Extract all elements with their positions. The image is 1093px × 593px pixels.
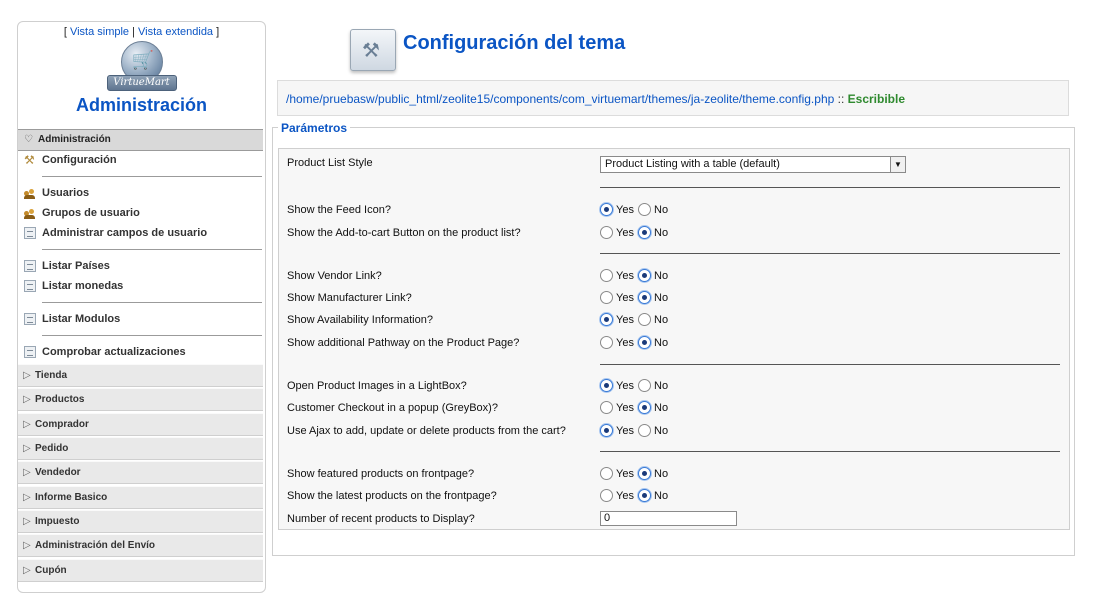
radio-yes-label: Yes <box>616 425 634 437</box>
chevron-right-icon: ▷ <box>23 565 31 576</box>
radio-no-label: No <box>654 292 669 304</box>
param-label: Customer Checkout in a popup (GreyBox)? <box>287 402 498 414</box>
document-icon <box>24 313 36 325</box>
writable-status: Escribible <box>847 92 906 106</box>
sidebar-item-configuracion[interactable] <box>18 151 263 169</box>
sidebar-item-label: Grupos de usuario <box>42 207 140 219</box>
radio-no[interactable] <box>638 467 651 480</box>
radio-no[interactable] <box>638 269 651 282</box>
chevron-right-icon: ▷ <box>23 443 31 454</box>
radio-yes-label: Yes <box>616 490 634 502</box>
radio-yes-label: Yes <box>616 270 634 282</box>
radio-no-label: No <box>654 270 669 282</box>
file-path-text: /home/pruebasw/public_html/zeolite15/components/com_virtuemart/themes/ja-zeolite/theme.config.php <box>286 92 835 106</box>
param-label: Show the latest products on the frontpage? <box>287 490 497 502</box>
fieldset-legend: Parámetros <box>278 121 350 135</box>
section-label: Vendedor <box>35 467 81 478</box>
sidebar <box>17 21 266 593</box>
document-icon <box>24 346 36 358</box>
section-comprador[interactable] <box>18 413 263 436</box>
file-path <box>286 92 905 106</box>
cart-icon: 🛒 <box>131 50 154 71</box>
virtuemart-logo <box>107 41 177 97</box>
section-label: Pedido <box>35 443 69 454</box>
chevron-right-icon: ▷ <box>23 394 31 405</box>
param-label: Show additional Pathway on the Product Page? <box>287 337 520 349</box>
product-list-style-select[interactable] <box>600 156 906 173</box>
radio-yes[interactable] <box>600 401 613 414</box>
page-title: Configuración del tema <box>403 32 626 54</box>
radio-no[interactable] <box>638 379 651 392</box>
logo-text: VirtueMart <box>107 75 177 91</box>
radio-yes-label: Yes <box>616 314 634 326</box>
path-separator: :: <box>837 92 845 106</box>
radio-no[interactable] <box>638 489 651 502</box>
section-pedido[interactable] <box>18 437 263 460</box>
section-administracion-envio[interactable] <box>18 534 263 557</box>
section-label: Administración del Envío <box>35 540 156 551</box>
section-impuesto[interactable] <box>18 510 263 533</box>
divider <box>600 364 1060 365</box>
section-cupon[interactable] <box>18 559 263 582</box>
recent-products-input[interactable]: 0 <box>600 511 737 526</box>
radio-yes-label: Yes <box>616 204 634 216</box>
sidebar-item-grupos-de-usuario[interactable] <box>18 204 263 222</box>
radio-yes[interactable] <box>600 336 613 349</box>
view-simple-link[interactable]: Vista simple <box>69 26 130 38</box>
document-icon <box>24 227 36 239</box>
chevron-right-icon: ▷ <box>23 492 31 503</box>
radio-no-label: No <box>654 227 669 239</box>
radio-no-label: No <box>654 425 669 437</box>
chevron-right-icon: ▷ <box>23 540 31 551</box>
chevron-down-icon: ♡ <box>24 134 33 145</box>
radio-yes-label: Yes <box>616 380 634 392</box>
param-label: Show the Feed Icon? <box>287 204 391 216</box>
section-label: Productos <box>35 394 85 405</box>
radio-no-label: No <box>654 204 669 216</box>
document-icon <box>24 280 36 292</box>
param-label: Show featured products on frontpage? <box>287 468 475 480</box>
sidebar-item-label: Usuarios <box>42 187 90 199</box>
sidebar-item-label: Configuración <box>42 154 117 166</box>
radio-yes[interactable] <box>600 379 613 392</box>
radio-no-label: No <box>654 468 669 480</box>
section-productos[interactable] <box>18 388 263 411</box>
param-label: Show Manufacturer Link? <box>287 292 412 304</box>
param-label: Open Product Images in a LightBox? <box>287 380 467 392</box>
radio-no[interactable] <box>638 336 651 349</box>
radio-no[interactable] <box>638 313 651 326</box>
radio-yes-label: Yes <box>616 468 634 480</box>
sidebar-item-comprobar-actualizaciones[interactable] <box>18 343 263 361</box>
sidebar-item-label: Listar Modulos <box>42 313 121 325</box>
section-header-administracion[interactable] <box>18 129 263 151</box>
section-header-label: Administración <box>38 134 111 145</box>
radio-no[interactable] <box>638 203 651 216</box>
sidebar-item-administrar-campos[interactable] <box>18 224 263 242</box>
sidebar-item-label: Administrar campos de usuario <box>42 227 208 239</box>
document-icon <box>24 260 36 272</box>
dropdown-arrow-icon: ▼ <box>890 157 905 172</box>
tools-icon: ⚒ <box>24 153 35 167</box>
radio-no-label: No <box>654 402 669 414</box>
divider <box>42 176 262 177</box>
param-label: Show Vendor Link? <box>287 270 382 282</box>
radio-no[interactable] <box>638 401 651 414</box>
view-switch: [ Vista simple | Vista extendida ] <box>63 26 220 38</box>
divider <box>600 451 1060 452</box>
radio-no[interactable] <box>638 226 651 239</box>
users-icon <box>24 207 36 219</box>
param-label: Show Availability Information? <box>287 314 433 326</box>
section-informe-basico[interactable] <box>18 486 263 509</box>
chevron-right-icon: ▷ <box>23 419 31 430</box>
radio-yes[interactable] <box>600 424 613 437</box>
sidebar-item-label: Listar monedas <box>42 280 124 292</box>
radio-yes[interactable] <box>600 489 613 502</box>
radio-yes-label: Yes <box>616 402 634 414</box>
chevron-right-icon: ▷ <box>23 370 31 381</box>
radio-yes[interactable] <box>600 203 613 216</box>
section-label: Comprador <box>35 419 89 430</box>
divider <box>600 187 1060 188</box>
sidebar-item-listar-monedas[interactable] <box>18 277 263 295</box>
radio-no[interactable] <box>638 424 651 437</box>
theme-config-icon: ⚒ <box>350 29 396 71</box>
param-label: Use Ajax to add, update or delete products from the cart? <box>287 425 566 437</box>
radio-yes[interactable] <box>600 269 613 282</box>
radio-no-label: No <box>654 380 669 392</box>
view-extended-link[interactable]: Vista extendida <box>138 26 214 38</box>
param-label: Show the Add-to-cart Button on the product list? <box>287 227 521 239</box>
divider <box>42 302 262 303</box>
param-label-recent-products: Number of recent products to Display? <box>287 513 475 525</box>
file-path-bar <box>277 80 1069 116</box>
sidebar-item-label: Listar Países <box>42 260 110 272</box>
section-label: Impuesto <box>35 516 80 527</box>
radio-yes[interactable] <box>600 291 613 304</box>
section-tienda[interactable] <box>18 364 263 387</box>
radio-no-label: No <box>654 314 669 326</box>
users-icon <box>24 187 36 199</box>
radio-yes-label: Yes <box>616 337 634 349</box>
sidebar-title: Administración <box>75 95 208 115</box>
select-value: Product Listing with a table (default) <box>605 158 780 170</box>
radio-yes[interactable] <box>600 313 613 326</box>
sidebar-item-listar-paises[interactable] <box>18 257 263 275</box>
radio-no-label: No <box>654 337 669 349</box>
chevron-right-icon: ▷ <box>23 467 31 478</box>
radio-no[interactable] <box>638 291 651 304</box>
param-label-product-list-style: Product List Style <box>287 157 373 169</box>
sidebar-item-listar-modulos[interactable] <box>18 310 263 328</box>
chevron-right-icon: ▷ <box>23 516 31 527</box>
section-vendedor[interactable] <box>18 461 263 484</box>
radio-yes[interactable] <box>600 467 613 480</box>
divider <box>600 253 1060 254</box>
radio-yes-label: Yes <box>616 227 634 239</box>
section-label: Tienda <box>35 370 68 381</box>
divider <box>42 249 262 250</box>
sidebar-item-usuarios[interactable] <box>18 184 263 202</box>
sidebar-item-label: Comprobar actualizaciones <box>42 346 186 358</box>
section-label: Cupón <box>35 565 67 576</box>
radio-yes[interactable] <box>600 226 613 239</box>
radio-yes-label: Yes <box>616 292 634 304</box>
section-label: Informe Basico <box>35 492 108 503</box>
radio-no-label: No <box>654 490 669 502</box>
divider <box>42 335 262 336</box>
